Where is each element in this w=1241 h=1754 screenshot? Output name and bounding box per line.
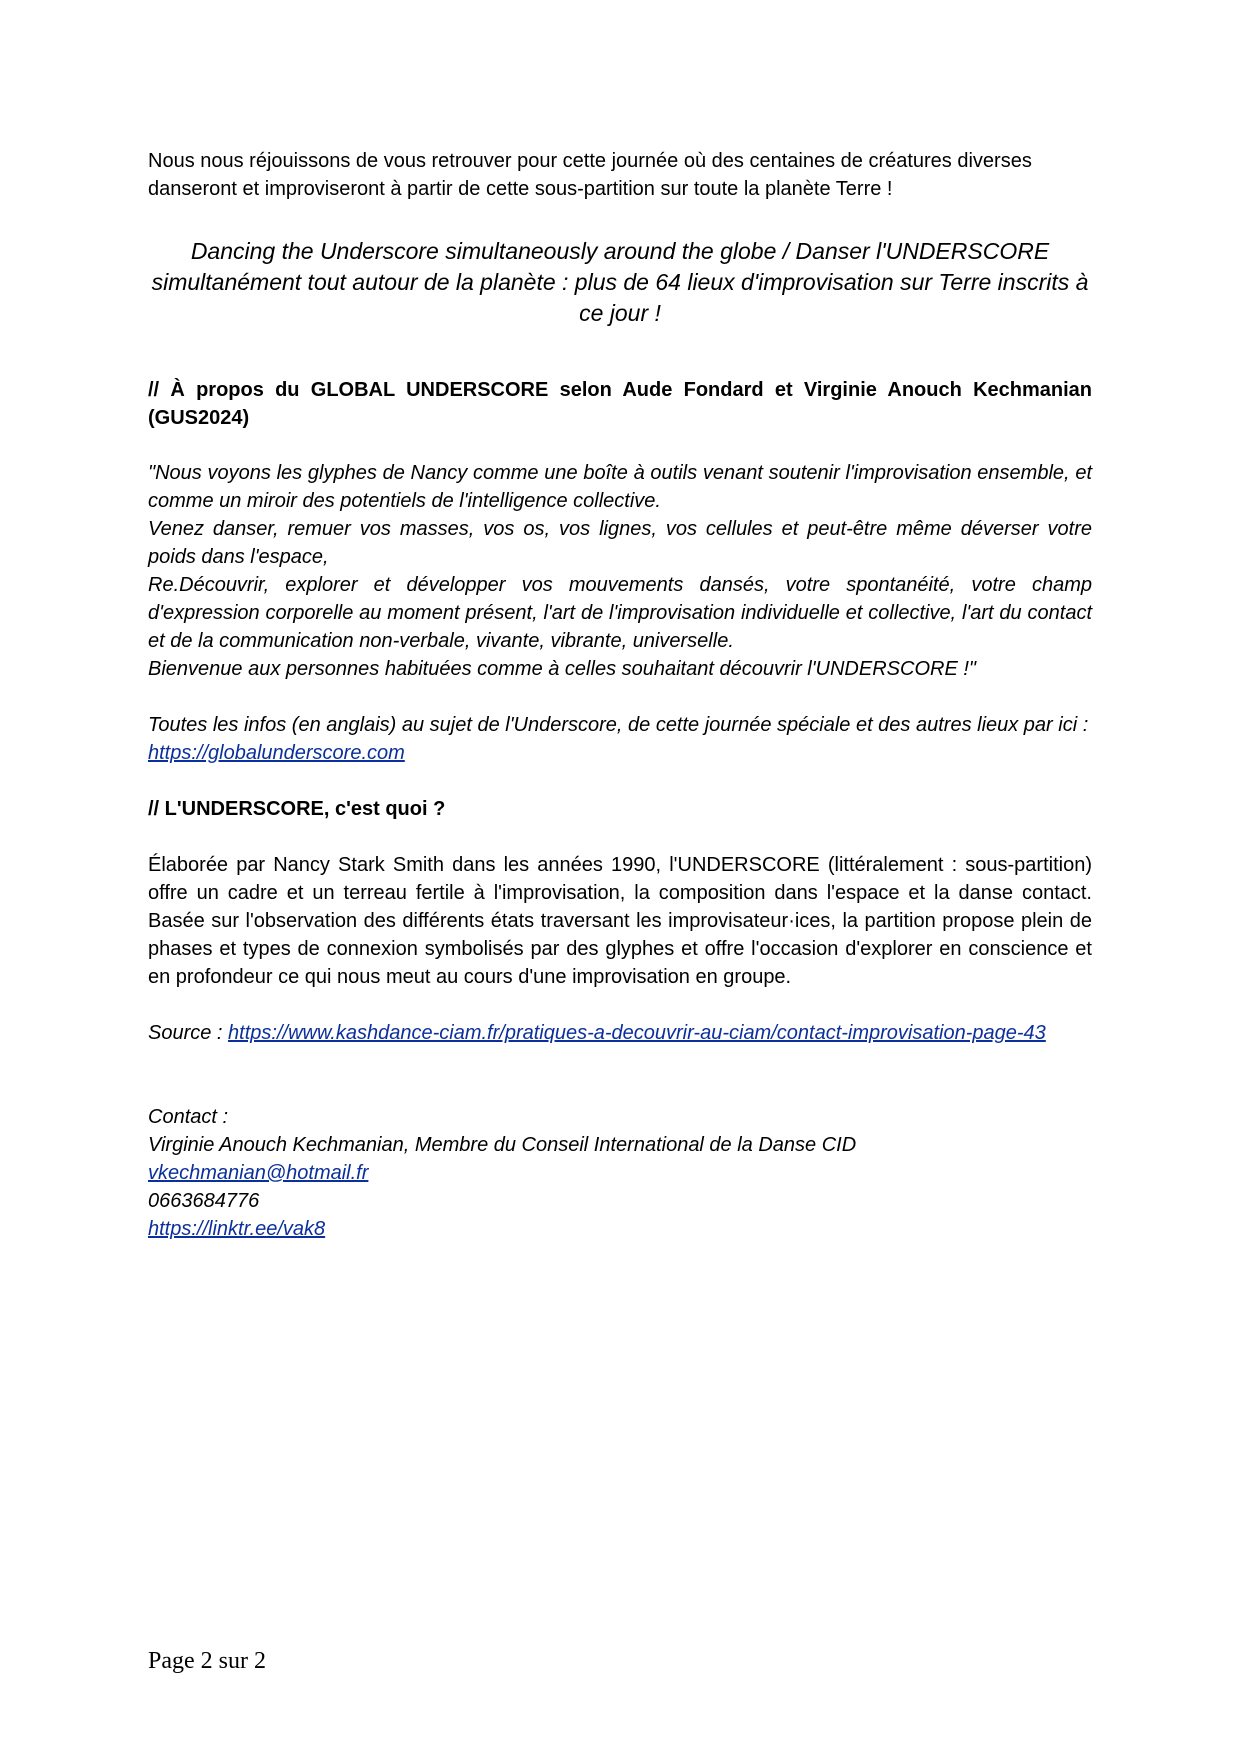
about-info bbox=[148, 711, 1092, 767]
quote-line: Bienvenue aux personnes habituées comme à celles souhaitant découvrir l'UNDERSCORE !" bbox=[148, 658, 976, 680]
highlight-text: Dancing the Underscore simultaneously around the globe / Danser l'UNDERSCORE simultanément tout autour de la planète : plus de 64 lieux d'improvisation sur Terre inscrits à ce jour ! bbox=[151, 238, 1089, 326]
quote-line: Venez danser, remuer vos masses, vos os, vos lignes, vos cellules et peut-être même déverser votre poids dans l'espace, bbox=[148, 518, 1092, 568]
highlight-paragraph bbox=[148, 236, 1092, 329]
globalunderscore-link[interactable]: https://globalunderscore.com bbox=[148, 742, 405, 764]
about-quote bbox=[148, 459, 1092, 683]
source-link[interactable]: https://www.kashdance-ciam.fr/pratiques-a-decouvrir-au-ciam/contact-improvisation-page-43 bbox=[228, 1022, 1046, 1044]
underscore-body-text: Élaborée par Nancy Stark Smith dans les années 1990, l'UNDERSCORE (littéralement : sous-partition) offre un cadre et un terreau fertile à l'improvisation, la composition dans l'espace et la danse contact. Basée sur l'observation des différents états traversant les improvisateur·ices, la partition propose plein de phases et types de connexion symbolisés par des glyphes et offre l'occasion d'explorer en conscience et en profondeur ce qui nous meut au cours d'une improvisation en groupe. bbox=[148, 854, 1092, 988]
about-heading bbox=[148, 376, 1092, 432]
contact-block bbox=[148, 1103, 1092, 1243]
intro-paragraph bbox=[148, 147, 1092, 203]
contact-label: Contact : bbox=[148, 1106, 229, 1128]
info-text: Toutes les infos (en anglais) au sujet de l'Underscore, de cette journée spéciale et des autres lieux par ici : bbox=[148, 714, 1089, 736]
contact-name: Virginie Anouch Kechmanian, Membre du Conseil International de la Danse CID bbox=[148, 1134, 857, 1156]
source-label: Source : bbox=[148, 1022, 229, 1044]
intro-text: Nous nous réjouissons de vous retrouver pour cette journée où des centaines de créatures diverses danseront et improviseront à partir de cette sous-partition sur toute la planète Terre ! bbox=[148, 150, 1032, 200]
quote-line: "Nous voyons les glyphes de Nancy comme une boîte à outils venant soutenir l'improvisation ensemble, et comme un miroir des potentiels de l'intelligence collective. bbox=[148, 462, 1092, 512]
underscore-heading-text: // L'UNDERSCORE, c'est quoi ? bbox=[148, 798, 446, 820]
page-number: Page 2 sur 2 bbox=[148, 1648, 266, 1674]
contact-phone: 0663684776 bbox=[148, 1190, 260, 1212]
quote-line: Re.Découvrir, explorer et développer vos mouvements dansés, votre spontanéité, votre champ d'expression corporelle au moment présent, l'art de l'improvisation individuelle et collective, l'art du contact et de la communication non-verbale, vivante, vibrante, universelle. bbox=[148, 574, 1092, 652]
contact-email-link[interactable]: vkechmanian@hotmail.fr bbox=[148, 1162, 369, 1184]
source-line bbox=[148, 1019, 1092, 1047]
underscore-heading bbox=[148, 795, 1092, 823]
page-number-footer bbox=[148, 1646, 266, 1676]
contact-linktree-link[interactable]: https://linktr.ee/vak8 bbox=[148, 1218, 326, 1240]
underscore-body bbox=[148, 851, 1092, 991]
about-heading-text: // À propos du GLOBAL UNDERSCORE selon Aude Fondard et Virginie Anouch Kechmanian (GUS2024) bbox=[148, 379, 1092, 429]
